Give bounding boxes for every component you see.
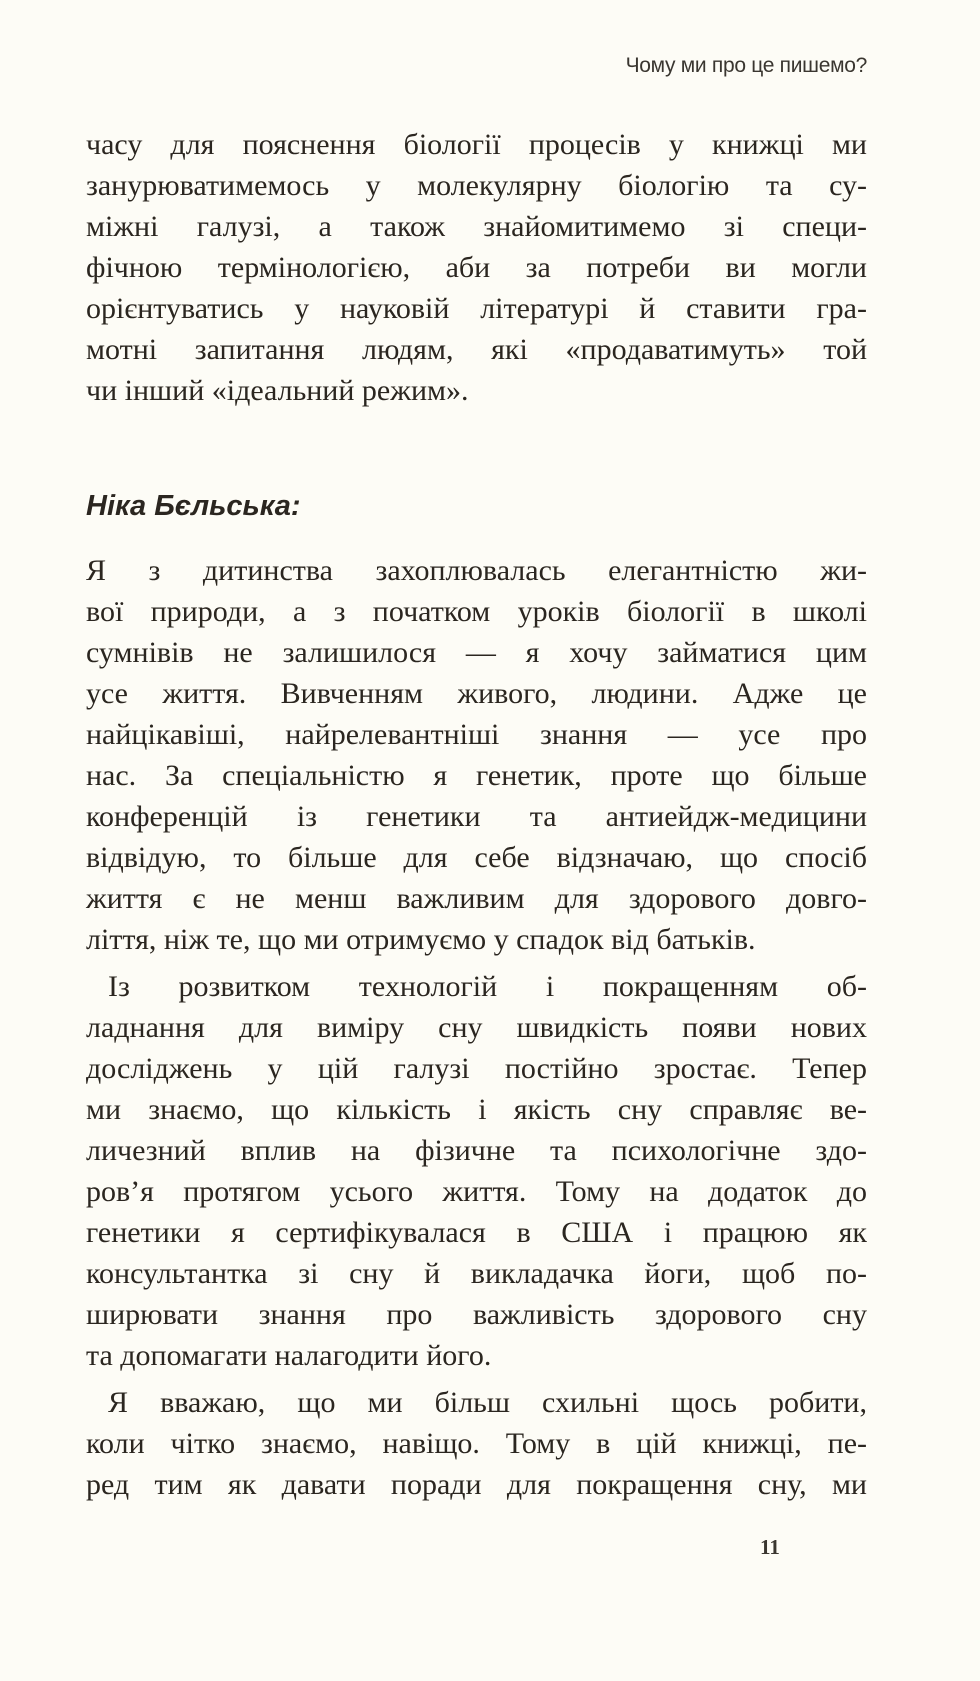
text-line: консультантка зі сну й викладачка йоги, щоб по- — [86, 1257, 867, 1290]
author-body-text — [86, 550, 867, 1505]
paragraph — [86, 1382, 867, 1505]
page-number: 11 — [760, 1535, 780, 1559]
text-line: часу для пояснення біології процесів у книжці ми — [86, 128, 867, 161]
text-line: міжні галузі, а також знайомитимемо зі специ- — [86, 210, 867, 243]
paragraph — [86, 124, 867, 411]
text-line: фічною термінологією, аби за потреби ви могли — [86, 251, 867, 284]
running-head: Чому ми про це пишемо? — [625, 54, 867, 77]
text-line: вої природи, а з початком уроків біології в школі — [86, 595, 867, 628]
text-line: ми знаємо, що кількість і якість сну справляє ве- — [86, 1093, 867, 1126]
text-line: найцікавіші, найрелевантніші знання — усе про — [86, 718, 867, 751]
text-line: конференцій із генетики та антиейдж-медицини — [86, 800, 867, 833]
paragraph — [86, 966, 867, 1376]
text-line: ліття, ніж те, що ми отримуємо у спадок від батьків. — [86, 923, 756, 956]
text-line: ров’я протягом усього життя. Тому на додаток до — [86, 1175, 867, 1208]
text-line: Я вважаю, що ми більш схильні щось робити, — [108, 1386, 867, 1419]
text-line: мотні запитання людям, які «продаватимуть» той — [86, 333, 867, 366]
text-line: сумнівів не залишилося — я хочу займатися цим — [86, 636, 867, 669]
text-line: личезний вплив на фізичне та психологічне здо- — [86, 1134, 867, 1167]
paragraph — [86, 550, 867, 960]
text-line: ладнання для виміру сну швидкість появи нових — [86, 1011, 867, 1044]
text-line: занурюватимемось у молекулярну біологію та су- — [86, 169, 867, 202]
text-line: життя є не менш важливим для здорового довго- — [86, 882, 867, 915]
text-line: орієнтуватись у науковій літературі й ставити гра- — [86, 292, 867, 325]
text-line: нас. За спеціальністю я генетик, проте що більше — [86, 759, 867, 792]
text-line: відвідую, то більше для себе відзначаю, що спосіб — [86, 841, 867, 874]
text-line: досліджень у цій галузі постійно зростає. Тепер — [86, 1052, 867, 1085]
text-line: Я з дитинства захоплювалась елегантністю жи- — [86, 554, 867, 587]
author-heading: Ніка Бєльська: — [86, 490, 301, 522]
text-line: ширювати знання про важливість здорового сну — [86, 1298, 867, 1331]
text-line: генетики я сертифікувалася в США і працюю як — [86, 1216, 867, 1249]
text-line: та допомагати налагодити його. — [86, 1339, 492, 1372]
text-line: чи інший «ідеальний режим». — [86, 374, 469, 407]
text-line: ред тим як давати поради для покращення сну, ми — [86, 1468, 867, 1501]
text-line: усе життя. Вивченням живого, людини. Адже це — [86, 677, 867, 710]
text-line: Із розвитком технологій і покращенням об- — [108, 970, 867, 1003]
text-line: коли чітко знаємо, навіщо. Тому в цій книжці, пе- — [86, 1427, 867, 1460]
intro-text — [86, 124, 867, 411]
